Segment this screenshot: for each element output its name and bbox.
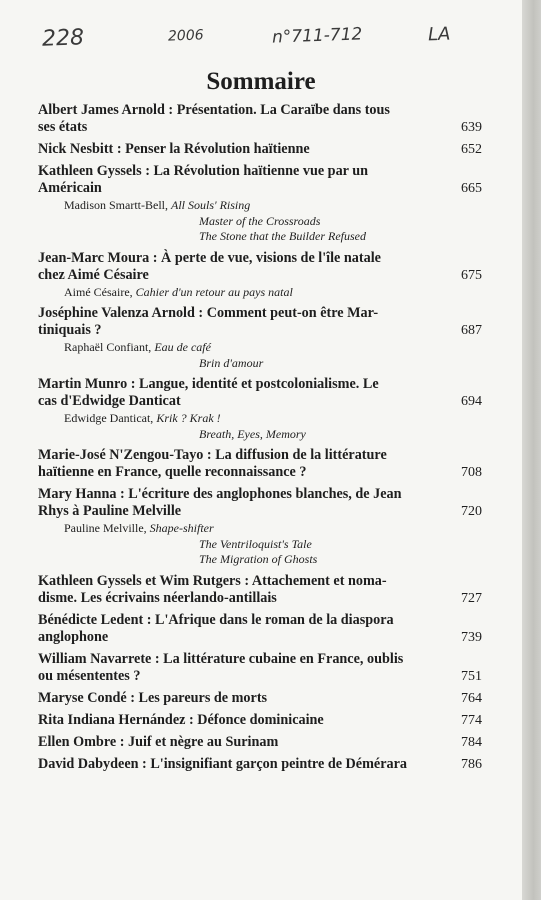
work-title: Shape-shifter: [149, 521, 214, 535]
work-title: Cahier d'un retour au pays natal: [135, 284, 293, 299]
table-of-contents: [38, 102, 482, 778]
work-title: Master of the Crossroads: [199, 213, 321, 228]
toc-page-number: 720: [461, 504, 482, 519]
work-title: Krik ? Krak !: [156, 411, 221, 425]
toc-entry: [38, 447, 482, 481]
work-title: Breath, Eyes, Memory: [199, 426, 306, 441]
toc-entry-text: Mary Hanna : L'écriture des anglophones blanches, de Jean: [38, 486, 402, 502]
reviewed-works: [64, 285, 482, 301]
reviewed-work: [64, 229, 482, 245]
reviewed-work: [64, 537, 482, 553]
toc-entry-text: Marie-José N'Zengou-Tayo : La diffusion de la littérature: [38, 447, 387, 463]
reviewed-work: [64, 521, 482, 537]
handwritten-note: 2006: [167, 27, 204, 45]
toc-entry-text: Nick Nesbitt : Penser la Révolution haïtienne: [38, 141, 310, 157]
toc-page-number: 665: [461, 181, 482, 196]
toc-entry-text: Albert James Arnold : Présentation. La Caraïbe dans tous: [38, 102, 390, 118]
toc-entry-text: David Dabydeen : L'insignifiant garçon peintre de Démérara: [38, 755, 407, 772]
toc-entry-text: chez Aimé Césaire: [38, 266, 149, 283]
toc-entry: [38, 734, 482, 751]
reviewed-work: [64, 198, 482, 214]
toc-entry-text: Maryse Condé : Les pareurs de morts: [38, 689, 268, 706]
work-author: Edwidge Danticat,: [64, 411, 154, 425]
toc-page-number: 694: [461, 394, 482, 409]
work-title: All Souls' Rising: [171, 198, 251, 212]
work-author: Raphaël Confiant,: [64, 340, 152, 354]
toc-entry-text: ou mésententes ?: [38, 667, 141, 684]
reviewed-works: [64, 411, 482, 442]
handwritten-note: LA: [427, 23, 451, 46]
reviewed-works: [64, 198, 482, 245]
work-title: Eau de café: [154, 340, 211, 354]
toc-entry: [38, 573, 482, 607]
toc-entry-text: tiniquais ?: [38, 322, 102, 338]
toc-entry-text: Jean-Marc Moura : À perte de vue, visions de l'île natale: [38, 249, 381, 266]
work-title: The Migration of Ghosts: [199, 552, 318, 566]
toc-entry-text: anglophone: [38, 628, 109, 645]
toc-page-number: 727: [461, 590, 482, 606]
toc-entry-text: Rita Indiana Hernández : Défonce dominicaine: [38, 711, 324, 728]
toc-entry: [38, 305, 482, 371]
toc-entry: [38, 651, 482, 685]
toc-entry: [38, 250, 482, 301]
page-edge: [522, 0, 541, 900]
toc-entry: [38, 102, 482, 136]
reviewed-work: [64, 552, 482, 568]
toc-entry-text: Martin Munro : Langue, identité et postcolonialisme. Le: [38, 376, 379, 392]
toc-page-number: 675: [461, 267, 482, 283]
page-title: Sommaire: [206, 68, 316, 95]
toc-entry-text: Rhys à Pauline Melville: [38, 503, 182, 519]
toc-entry: [38, 690, 482, 707]
toc-entry: [38, 163, 482, 245]
work-title: The Ventriloquist's Tale: [199, 536, 312, 551]
toc-entry-text: cas d'Edwidge Danticat: [38, 393, 181, 409]
reviewed-work: [64, 411, 482, 427]
toc-entry: [38, 712, 482, 729]
work-author: Madison Smartt-Bell,: [64, 198, 168, 212]
toc-entry-text: Joséphine Valenza Arnold : Comment peut-on être Mar-: [38, 305, 379, 321]
reviewed-work: [64, 427, 482, 443]
toc-entry-text: disme. Les écrivains néerlando-antillais: [38, 589, 277, 606]
toc-entry: [38, 486, 482, 568]
work-title: The Stone that the Builder Refused: [199, 229, 366, 243]
toc-page-number: 652: [461, 142, 482, 157]
work-author: Pauline Melville,: [64, 521, 147, 535]
reviewed-works: [64, 340, 482, 371]
toc-page-number: 708: [461, 465, 482, 480]
reviewed-work: [64, 214, 482, 230]
work-title: Brin d'amour: [199, 355, 264, 370]
toc-entry: [38, 756, 482, 773]
toc-page-number: 687: [461, 323, 482, 338]
toc-entry-text: Ellen Ombre : Juif et nègre au Surinam: [38, 733, 279, 750]
toc-page-number: 751: [461, 668, 482, 684]
toc-entry-text: ses états: [38, 119, 88, 135]
toc-entry-text: Kathleen Gyssels : La Révolution haïtienne vue par un: [38, 163, 369, 179]
toc-page-number: 764: [461, 690, 482, 706]
toc-entry-text: Kathleen Gyssels et Wim Rutgers : Attachement et noma-: [38, 572, 387, 589]
toc-page-number: 784: [461, 734, 482, 750]
toc-entry: [38, 141, 482, 158]
toc-page-number: 774: [461, 712, 482, 728]
toc-entry-text: haïtienne en France, quelle reconnaissance ?: [38, 464, 307, 480]
toc-page-number: 639: [461, 120, 482, 135]
reviewed-work: [64, 285, 482, 301]
toc-page-number: 739: [461, 629, 482, 645]
handwritten-note: 228: [41, 25, 85, 52]
toc-entry-text: Américain: [38, 180, 102, 196]
toc-entry: [38, 376, 482, 442]
reviewed-work: [64, 340, 482, 356]
reviewed-works: [64, 521, 482, 568]
toc-entry-text: Bénédicte Ledent : L'Afrique dans le roman de la diaspora: [38, 611, 394, 628]
toc-entry: [38, 612, 482, 646]
handwritten-note: n°711-712: [271, 24, 363, 48]
toc-page-number: 786: [461, 756, 482, 772]
toc-entry-text: William Navarrete : La littérature cubaine en France, oublis: [38, 650, 404, 667]
work-author: Aimé Césaire,: [64, 284, 133, 299]
reviewed-work: [64, 356, 482, 372]
